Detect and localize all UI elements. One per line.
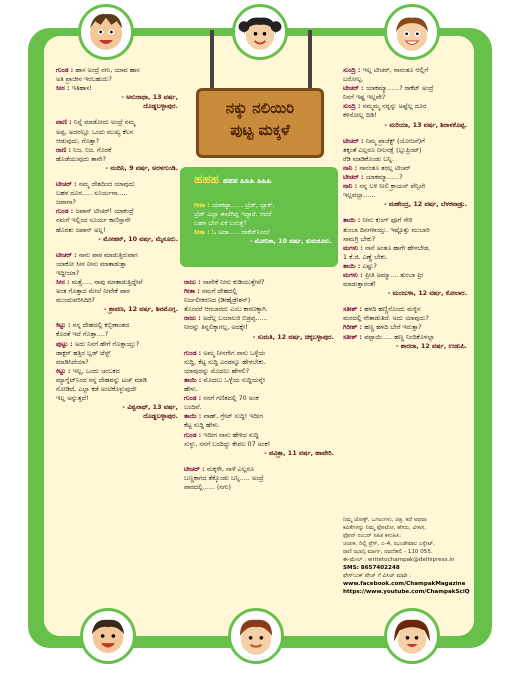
joke-line [343,155,467,164]
speaker-text: ಯಾವುದನ್ನು ಮೊದಲು ಹೇಳಲಿ? [184,366,250,375]
joke-byline: - ನಂದಿನಿ, 9 ವರ್ಷ, ಅರಳಗುಂಡಿ. [105,163,178,172]
joke-entry [56,321,178,421]
speaker-text: ರೆಡಿ ಮಾಡಿಕೊಂಡು ಬನ್ನಿ. [343,154,395,163]
contact-youtube-link[interactable]: https://www.youtube.com/ChampakSciQ [343,589,470,595]
joke-line [343,66,467,75]
speaker-text: ನಾನು ಪಾಠ ಮಾಡುತ್ತಿರುವಾಗ [78,250,138,259]
joke-line [56,394,178,403]
joke-line [184,349,334,358]
title-line-1: ನಕ್ಕು ನಲಿಯಿರಿ [225,99,295,117]
contact-facebook-label: ಫೇಸ್‌ಬುಕ್ ಪೇಜ್ ಗೆ ವಿಸಿಟ್ ಮಾಡಿ : [343,573,411,579]
joke-entry [56,251,178,315]
contact-line-1: ನಿಮ್ಮ ಜೋಕ್ಸ್, ಒಗಟುಗಳು, ಚಿತ್ರ, ಕಥೆ ಅಥವಾ [343,517,427,523]
speaker-name: ಟೀಚರ್ : [343,136,366,145]
joke-line [343,244,467,253]
speaker-text: ಸುದ್ದಿ, ಕೆಟ್ಟ ಸುದ್ದಿ ಎರಡನ್ನೂ ಹೇಳಬೇಕು. [184,357,266,366]
joke-line [343,173,467,182]
speaker-name: ಮಗಳು : [343,243,366,252]
speaker-text: ಅತಿ ಪ್ರಾಚೀನ ಇರಬಹುದು? [56,75,112,84]
speaker-text: ಯಾಕಮ್ಮಾ......? ರಾಕೆಟ್ ಅಂದ್ರೆ [365,84,434,93]
joke-line [184,385,334,394]
joke-byline: - ಪವಿತ್ರಾ, 11 ವರ್ಷ, ಹಾವೇರಿ. [264,448,334,457]
joke-line [343,102,467,111]
speaker-text: ಮ್ಯಾಗ್ನೆಟ್‌ನಿಂದ ನನ್ನ ದೇಹವನ್ನು ಟಚ್ ಮಾಡಿ [56,375,147,384]
speaker-text: ಇಲ್ಲ ಟೀಚರ್, ನಾನಂತೂ ಆಲ್ಲಿಗೆ [362,66,429,74]
joke-byline: - ಸುಮತಿ, 12 ವರ್ಷ, ಚಿಕ್ಕಬಳ್ಳಾಪುರ. [252,332,334,341]
joke-line [56,216,178,225]
joke-byline: - ಮಂಜುಳಾ, 12 ವರ್ಷ, ಕೋಲಾರ. [387,289,467,298]
joke-entry [56,180,178,244]
joke-byline: ದೊಡ್ಡಬಳ್ಳಾಪುರ. [143,102,178,111]
speaker-text: ಮುಂದುವರಿಸಿದಿರಿ? [56,296,95,305]
speaker-text: ಅದೆಲ್ಲ ಬಯಾಲಜಿ ಬಿಡ್ರಪ್ಪ...... [202,314,268,323]
joke-byline: - ಅನುರಾಧಾ, 13 ವರ್ಷ, [121,93,178,102]
speaker-name: ಪುಟ್ಟು : [56,339,75,348]
speaker-name: ಮಗಳು : [343,270,366,279]
speaker-text: ಯಾಕೋ ಸೀನ ನೀನು ಮಾತಾಡುತ್ತಾ [56,259,127,268]
joke-line [184,305,334,314]
speaker-text: ಪಾಠದಲ್ಲಿ...... (ನಗು) [184,482,231,491]
speaker-name: ಗೀತಾ : [184,287,202,296]
joke-line [56,330,178,339]
speaker-name: ಸುಂದ್ರಿ : [343,66,363,74]
speaker-text: ನನಗೆ ಗಣಿತದಲ್ಲಿ 70 ಅಂಕ [203,394,259,403]
speaker-text: ಅಂತ ಗೊತ್ತಾದ ಮೇಲೆ ನೀವೇಕೆ ಪಾಠ [56,287,130,296]
joke-byline: - ಶ್ರಾವಣ, 12 ವರ್ಷ, ಶಿವಮೊಗ್ಗ. [103,305,178,314]
joke-line [56,349,178,358]
joke-line [343,75,467,84]
joke-line [56,207,178,216]
joke-entry [56,118,178,173]
speaker-name: ತಾಯಿ : [343,261,363,270]
joke-line [56,296,178,305]
joke-line [56,128,178,137]
joke-line [343,146,467,155]
speaker-name: ರಾಜು : [184,314,203,323]
speaker-text: ತಕ್ಕಂತೆ ಎಲ್ಲರೂ ನೀಲನಕ್ಷೆ (ಬ್ಲುಪ್ರಿಂಟ್) [343,145,422,154]
cartoon-boy-face-bottom-center [228,608,284,664]
joke-line [56,66,178,75]
joke-line [194,201,332,210]
joke-line [343,84,467,93]
joke-line [184,394,334,403]
joke-line [343,323,467,332]
joke-entry [343,305,467,350]
joke-byline: - ವಿಶ್ವನಾಥ್, 13 ವರ್ಷ, [122,403,178,412]
joke-line [56,226,178,235]
contact-info [343,516,470,596]
speaker-text: ಹೊಡೆಯುವುದು ತಾನೇ? [56,154,106,163]
speaker-text: ಇದೀಗ ನಾನು ಹೇಳಿದ ಸುದ್ದಿ [203,430,259,439]
speaker-text: ನಮಗೆ ದೇಹದಲ್ಲಿ [201,287,237,296]
speaker-text: ಆಡುವುದು, ಗೊತ್ತಾ? [56,136,100,145]
cartoon-girl-face-bottom-right [384,608,440,664]
speaker-text: ನಿರ್ಜಲೀಕರಣದ (ಡೀಹೈಡ್ರೇಶನ್) [184,296,251,305]
joke-entry [184,278,334,342]
speaker-text: ಮಾಡುತ್ತಾರಂತೆ! [343,280,377,289]
speaker-text: ಅಪ್ಪ, ಅದರಲ್ಲೂ ಒಂದು ಮುಖ್ಯ ಕೆಲಸ [56,127,134,136]
joke-line [184,296,334,305]
joke-line [343,137,467,146]
speaker-name: ಗುಂಡ : [184,348,204,357]
speaker-text: ಸಾಮಗ್ರಿ ಬೇಕು? [343,234,376,243]
chain-right [308,30,312,90]
contact-line-3: ಫೋನ್ ನಂಬರ್ ಸಹಿತ ಕಳುಹಿಸಿ: [343,533,402,539]
speaker-text: ನಾನೆ ಅಂತೂ ಹಾಗೇ ಹೇಳಬೇಡ, [365,243,431,252]
joke-byline: - ಮೋನಿಕಾ, 10 ವರ್ಷ, ತುಮಕೂರು. [249,237,332,246]
joke-line [343,253,467,262]
joke-line [343,93,467,102]
speaker-text: ಇತಿಹಾಸ! [71,84,92,93]
speaker-text: ನೀರನ್ನು ತಿನ್ನಲಿಕ್ಕಾಗಲ್ಲ, ಅದಕ್ಕೇ! [184,323,248,332]
joke-line [184,376,334,385]
joke-byline: - ಮೋಹನ್, 10 ವರ್ಷ, ಮೈಸೂರು. [98,234,178,243]
speaker-name: ವಾಣಿ : [56,118,74,127]
speaker-text: ಯಾಕಮ್ಮಾ......? [365,173,403,182]
contact-line-4: ಚಂಪಕ, ದಿಲ್ಲಿ ಪ್ರೆಸ್, ಎ-4, ಝಂಡೇವಾಲ ಎಸ್ಟೇಟ್, [343,541,435,547]
contact-line-5: ರಾಣಿ ಝಾನ್ಸಿ ಮಾರ್ಗ, ನವದೆಹಲಿ - 110 055. [343,549,433,555]
speaker-name: ತಾಯಿ : [343,216,363,225]
speaker-text: ಇದ್ದೀಯಾ? [56,268,80,277]
joke-line [343,111,467,120]
speaker-text: ಹೇಳು. [184,385,199,394]
speaker-name: ಗುಂಡ : [56,207,76,216]
speaker-text: ಎಷ್ಟು? [362,261,377,270]
joke-line [56,137,178,146]
cartoon-girl-face-top-center [232,4,288,60]
speaker-text: ಪಪ್ಪಾಯಿ..... ಹಣ್ಣ ನಿಂದಿಕೊಳಲ್ಲಾ [364,332,435,341]
joke-line [343,164,467,173]
joke-line [184,431,334,440]
joke-line [343,314,467,323]
speaker-name: ರಾಜು : [184,278,203,286]
speaker-text: ನಾನಂತೂ ತರಲ್ಲ ಟೀಚರ್ [359,163,411,172]
contact-email[interactable]: ಈ-ಮೇಲ್ : writetochampak@delhipress.in [343,557,455,563]
speaker-name: ಟೀಚರ್ : [184,464,207,473]
cartoon-boy-face-top-right [384,4,440,60]
speaker-text: ತೊಂದರೆ ಆಗಬಾರದು ಎಂಬ ಕಾರಣಕ್ಕಾಗಿ. [184,305,268,314]
joke-line [56,321,178,330]
speaker-name: ಟೀಚರ್ : [343,173,366,182]
speaker-text: ಅದು ನಿನಗೆ ಹೇಗೆ ಗೊತ್ತಾಯ್ತು? [74,339,140,348]
joke-line [184,474,334,483]
speaker-text: ನಿನಗೆ ಇಷ್ಟ ಇಲ್ಲವೇ? [343,93,386,102]
speaker-text: ಜಪಾನಾ? [56,198,76,207]
speaker-text: ನಮಗೆ ಇಲ್ಲಿಂದ ಸೂರ್ಯ ಕಾಣಿಸ್ತಾನೇ [56,216,131,225]
joke-line [184,412,334,421]
speaker-text: ನಮ್ಮ ದೇಶದಿಂದ ಯಾವುದು [78,180,135,189]
speaker-name: ಸುಂದ್ರಿ : [343,102,363,111]
speaker-name: ಗುಂಡ : [184,430,204,439]
joke-line [343,191,467,200]
speaker-text: ಮೊದಲು ಒಳ್ಳೆಯ ಸುದ್ದಿಯನ್ನೇ [203,375,266,384]
joke-line [56,278,178,287]
joke-line [343,262,467,271]
speaker-name: ಕಿಟ್ಟು : [56,321,73,330]
speaker-text: ತುಂಬಾ ದಿನಗಳಾಯ್ತು. ಇಷ್ಟೊತ್ತು ಮುಬಾರಿ [343,225,430,234]
joke-byline: - ಮರಿಯಾ, 13 ವರ್ಷ, ಶಿರಾಳಕೊಪ್ಪ. [384,120,467,129]
hahaha-banner [194,172,272,186]
joke-entry [184,465,334,492]
speaker-text: ಅಮ್ಮ ನೀನಗೇಗ ನಾನು ಒಳ್ಳೆಯ [203,348,266,357]
joke-line [184,358,334,367]
speaker-text: ವಾಹ್, ಗ್ರೇಟ್ ಸುದ್ದಿ! ಇದೀಗ [203,412,263,421]
speaker-text: ಕೆಟ್ಟ ಸುದ್ದಿ ಹೇಳು. [184,421,221,430]
joke-line [184,287,334,296]
joke-line [343,235,467,244]
joke-line [56,75,178,84]
banner-small-text: ಹಹಹ ಹಿಹಿಹಿ ಹಿಹಿಹಿ [223,177,272,185]
speaker-text: ಮಾಡಿಸಿದೆಯಾ? [56,357,89,366]
joke-line [56,367,178,376]
speaker-text: ಮಕ್ಕಳೇ, ನಾಳೆ ಎಲ್ಲರೂ [206,464,255,473]
speaker-name: ಟೀಚರ್ : [56,250,79,259]
speaker-text: ಬಣ್ಣಕಾಗದ ತೆಕ್ಕೊಂಡು ಬನ್ನಿ..... ಅಂದ್ರೆ [184,473,264,482]
speaker-text: ಜಪಾನ್ ಟೀಚರ್! ಯಾಕಂದ್ರೆ [75,207,134,216]
speaker-text: ಬ್ರೆಡ್ ಎಲ್ಲಾ ಈಚೆಗಿದ್ದ ಇದ್ದಾರೆ, ಆದರೆ [194,210,272,219]
joke-line [343,333,467,342]
speaker-text: ಕಳಿಸೋಲ್ಲ ದಿಡಿ! [343,111,377,120]
speaker-name: ಸತೀಶ್ : [343,305,365,314]
speaker-name: ಟೀಚರ್ : [343,84,366,93]
contact-facebook-link[interactable]: www.facebook.com/ChampakMagazine [343,581,466,587]
speaker-text: ಹಾಸ ಅಂದ್ರೆ ನಗು, ಯಾವ ಹಾಸ [75,66,140,74]
joke-line [184,323,334,332]
joke-line [56,251,178,260]
speaker-text: ಇಲ್ಲ ಅನ್ನುತ್ತದೆ! [56,394,89,403]
chain-left [210,30,214,90]
speaker-text: ಇಲ್ಲ, ಒಂದು ಚಂಬಕದ [72,366,120,375]
joke-line [56,376,178,385]
joke-line [56,358,178,367]
joke-line [184,483,334,492]
featured-joke-box [180,167,338,267]
speaker-name: ಕಿಟ್ಟು : [56,366,73,375]
joke-line [56,84,178,93]
speaker-text: ಯಾಕಪ್ಪಾ...... ಬ್ರೆಡ್, ಬ್ಲಾಕ್, [211,201,275,209]
joke-line [184,440,334,449]
cartoon-kid-face-bottom-left [80,608,136,664]
title-line-2: ಪುಟ್ಟ ಮಕ್ಕಳೆ [230,121,290,139]
speaker-text: ನೋಡಿದೆ, ಎಲ್ಲಾ ಕಡೆ ಅಂಟಿಕೊಳ್ಳುವುದೇ [56,385,137,393]
speaker-name: ನಾನಿ : [343,182,360,191]
joke-line [56,287,178,296]
joke-line [56,198,178,207]
speaker-text: ಪ್ರೀತಿ ಅಮ್ಮಾ.... ತುಂಬಾ ಪ್ರೀ [365,270,424,279]
joke-byline: - ಮಹೇಂದ್ರ, 12 ವರ್ಷ, ಬೆಳಕವಾಡ್ರು. [383,200,467,209]
jokes-column-middle [184,278,334,499]
speaker-text: ಇಲ್ಲವಲ್ಲಾ...... [343,191,376,200]
featured-joke-body [194,201,332,246]
joke-line [343,182,467,191]
joke-line [56,385,178,394]
joke-line [184,403,334,412]
speaker-text: ಬರೋಲ್ಲ. [343,75,364,84]
joke-line [56,269,178,278]
speaker-text: ಮತ್ತೆ..... ನಾವು ಮಾತಾಡುತ್ತಿದ್ದೇವೆ [71,277,143,286]
joke-line [184,278,334,287]
joke-line [56,180,178,189]
speaker-text: ಓ ಅದಾ..... ಜಾಕೆಟ್‌ನಿಂದ! [211,228,271,237]
joke-line [56,155,178,164]
speaker-text: ನಿನ್ನೆ ಮಾಡೋದು ಅಂದ್ರೆ ನಮ್ಮ [73,118,136,127]
speaker-name: ಸೀನ : [56,277,72,286]
joke-line [343,305,467,314]
speaker-name: ಗುಂಡ : [184,394,204,403]
contact-sms: SMS: 8657402248 [343,565,400,571]
speaker-text: ಮರದಲ್ಲಿ ನೇತಾಡುತಿದೆ. ಅದು ಯಾವುದು? [343,314,429,323]
joke-line [56,189,178,198]
contact-line-2: ಕವಿತೆಗಳನ್ನು ನಿಮ್ಮ ಫೋಟೋ, ಹೆಸರು, ವಿಳಾಸ, [343,525,426,531]
speaker-text: ಬಹಳ ದೂರ..... ಸೂರ್ಯನಾ..... [56,189,128,198]
joke-entry [184,349,334,458]
joke-line [56,146,178,155]
speaker-name: ಗುಂಡ : [56,66,76,74]
joke-line [184,465,334,474]
speaker-name: ತಾಯಿ : [184,412,204,421]
joke-line [343,280,467,289]
title-board [196,88,324,158]
joke-line [184,314,334,323]
speaker-text: ಹಣ್ಣ ಹಳದಿ ಬೇರೆ ಇರುತ್ತಾ? [364,323,422,332]
speaker-name: ಸೀನ : [56,84,72,93]
speaker-name: ಸೀತಾ : [194,228,212,237]
jokes-column-right [343,66,467,358]
joke-line [184,421,334,430]
speaker-text: ನೀನು ಕುಂಗ್ ಫೂಗೆ ಸೇರಿ [362,216,413,225]
joke-entry [56,66,178,111]
joke-entry [343,66,467,130]
cartoon-kid-face-top-left [78,4,134,60]
speaker-text: ಬಂದಿವೆ. [184,403,202,412]
speaker-text: ನಿಮ್ಮ ಪ್ರಾಜೆಕ್ಟ್ (ಯೋಜನೆ)ಗೆ [365,136,425,145]
joke-byline: ದೊಡ್ಡಬಳ್ಳಾಪುರ. [143,412,178,421]
joke-line [56,118,178,127]
jokes-column-left [56,66,178,428]
joke-line [194,210,332,219]
speaker-text: ಬಹಳ ಬೇಗ ಏಕೆ ಬರುತ್ತೆ? [194,219,247,228]
speaker-text: ನಮ್ಮಮ್ಮ ನನ್ನನ್ನು ಅಷ್ಟೆಲ್ಲ ದೂರ [362,102,427,111]
speaker-text: ನನ್ನ ದೇಹದಲ್ಲಿ ಕಬ್ಬಿಣಾಂಶದ [72,321,130,330]
speaker-name: ತಾಯಿ : [184,375,204,384]
joke-entry [343,137,467,210]
speaker-text: ನಾವೇಕೆ ನೀರು ಕುಡಿಯುತ್ತೇವೆ? [202,278,265,286]
joke-line [56,260,178,269]
speaker-text: ಸುಳ್ಳು, ನನಗೆ ಬಂದಿದ್ದು ಕೇವಲ 07 ಅಂಕ! [184,439,271,448]
speaker-name: ಸತೀಶ್ : [343,332,365,341]
joke-line [56,340,178,349]
joke-line [194,228,332,237]
speaker-name: ಗೀತಾ : [194,201,212,209]
speaker-text: ನನ್ನ ಬಳಿ ನೀಲಿ ಕ್ರಾಯನ್ ಪೆನ್ಸಿಲೇ [359,182,426,191]
speaker-name: ರಾಣಿ : [56,145,74,154]
speaker-text: ಹಳದಿ ಹಣ್ಣಿನೊಂದು ಮಳ್ಳಿನ [364,305,421,314]
joke-line [343,226,467,235]
speaker-text: 1 ಕೆ.ಜಿ. ಎಣ್ಣೆ ಬೇಕು. [343,252,388,261]
joke-line [343,271,467,280]
joke-line [194,219,332,228]
banner-big-text: ಹಹಹ [194,172,219,186]
speaker-text: ಡಾಕ್ಟರ್ ಹತ್ತಿರ ಬ್ಲಡ್ ಟೆಸ್ಟ್ [56,348,111,357]
speaker-name: ಟೀಚರ್ : [56,180,79,189]
joke-entry [343,216,467,298]
joke-line [184,367,334,376]
speaker-name: ಗಿರೀಶ್ : [343,323,365,332]
speaker-text: ಕೊರತೆ ಇದೆ ಗೊತ್ತಾ....? [56,330,109,339]
joke-line [343,216,467,225]
speaker-name: ನಾನಿ : [343,163,360,172]
speaker-text: ಹೊರತು ಜಪಾನ್ ಅಲ್ಲ! [56,225,106,234]
joke-byline: - ಶಾರದಾ, 12 ವರ್ಷ, ಉಡುಪಿ. [395,341,467,350]
speaker-text: ನಿಜ, ನಿಜ. ಗೊರಕೆ [73,145,112,154]
